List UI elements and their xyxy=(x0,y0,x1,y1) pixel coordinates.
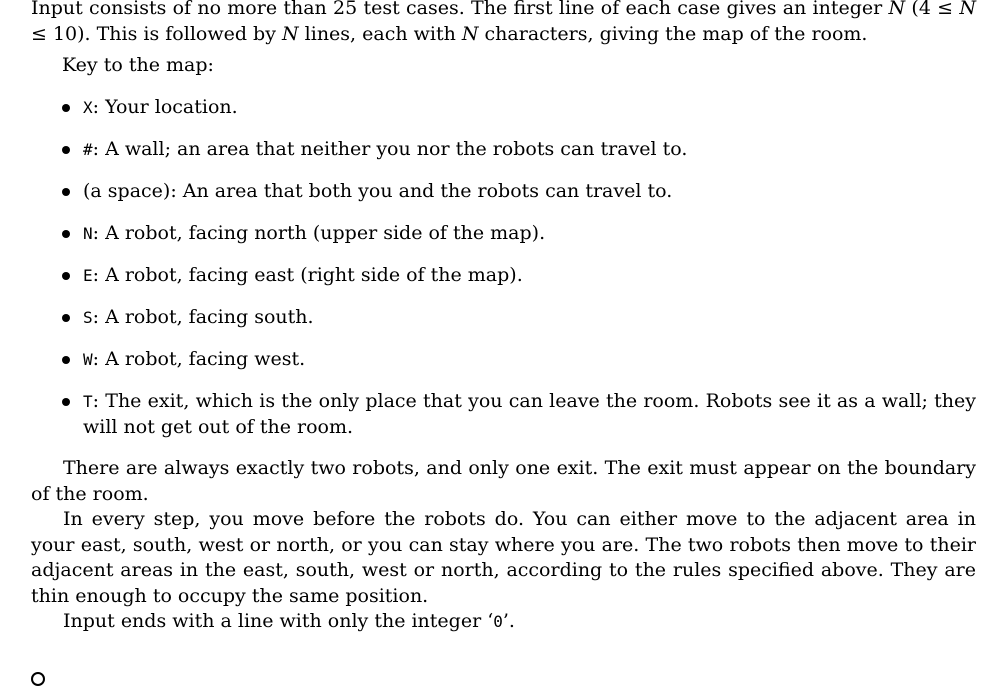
input-end-paragraph: Input ends with a line with only the integer ‘0’. xyxy=(63,610,515,632)
bullet-icon xyxy=(62,188,70,196)
map-key-item: W: A robot, facing west. xyxy=(31,347,976,373)
input-intro-paragraph: Input consists of no more than 25 test cases. The first line of each case gives an integer N (4 ≤ N ≤ 10). This is followed by N lines, each with N characters, giving the map of the room. xyxy=(31,0,976,45)
map-key-item: #: A wall; an area that neither you nor the robots can travel to. xyxy=(31,137,976,163)
bullet-icon xyxy=(62,314,70,322)
map-key-item: N: A robot, facing north (upper side of the map). xyxy=(31,221,976,247)
bullet-icon xyxy=(62,356,70,364)
map-key-item: T: The exit, which is the only place that you can leave the room. Robots see it as a wall; they will not get out of the room. xyxy=(31,389,976,440)
steps-paragraph: In every step, you move before the robots do. You can either move to the adjacent area in your east, south, west or north, or you can stay where you are. The two robots then move to their adjacent areas in the east, south, west or north, according to the rules specified above. They are thin enough to occupy the same position. xyxy=(31,508,976,607)
map-key-item: E: A robot, facing east (right side of the map). xyxy=(31,263,976,289)
bullet-icon xyxy=(62,146,70,154)
map-key-item: X: Your location. xyxy=(31,95,976,121)
cropped-heading-glyph xyxy=(31,672,45,686)
map-key-item: (a space): An area that both you and the robots can travel to. xyxy=(31,179,976,205)
bullet-icon xyxy=(62,230,70,238)
problem-input-section xyxy=(31,0,976,635)
map-key-item: S: A robot, facing south. xyxy=(31,305,976,331)
key-heading: Key to the map: xyxy=(62,54,214,76)
bullet-icon xyxy=(62,272,70,280)
map-key-list xyxy=(31,95,976,440)
bullet-icon xyxy=(62,104,70,112)
bullet-icon xyxy=(62,398,70,406)
robots-paragraph: There are always exactly two robots, and only one exit. The exit must appear on the boundary of the room. xyxy=(31,457,976,505)
